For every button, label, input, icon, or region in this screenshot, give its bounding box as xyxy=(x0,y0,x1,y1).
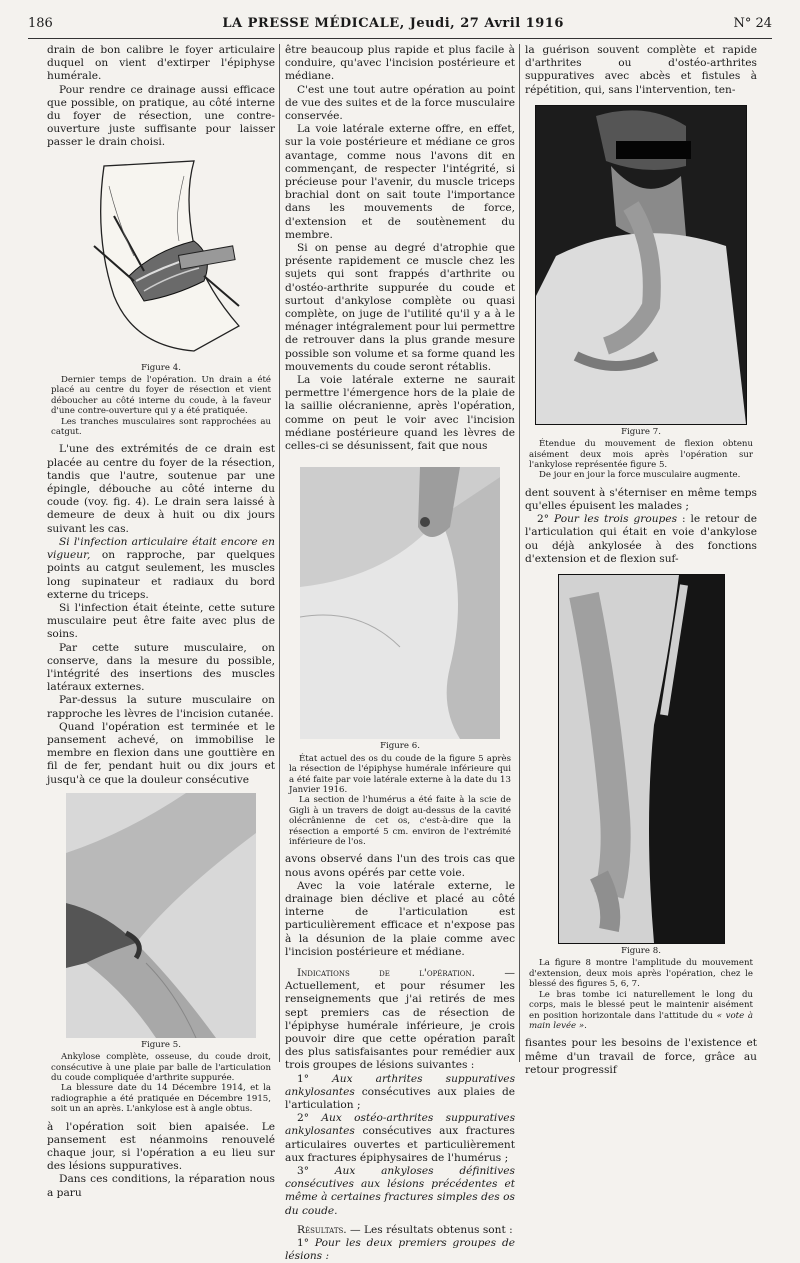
paragraph xyxy=(285,967,515,1073)
paragraph-text: consécutives aux fractures articulaires ouvertes et particulièrement aux fractures épiphysaires de l'humérus ; xyxy=(285,1125,515,1164)
caption-text: La section de l'humérus a été faite à la scie de Gigli à un travers de doigt au-dessus de la cavité olécrânienne de cet os, c'est-à-dire que la résection a emporté 5 cm. environ de l'extrémité inférieure de l'os. xyxy=(289,795,511,847)
list-item xyxy=(285,1073,515,1113)
section-heading: Résultats. xyxy=(297,1223,347,1236)
caption-text: La blessure date du 14 Décembre 1914, et la radiographie a été pratiquée en Décembre 1915, soit un an après. L'ankylose est à angle obtus. xyxy=(51,1083,271,1115)
page-header xyxy=(28,16,772,39)
list-number: 1° xyxy=(297,1237,315,1250)
figure-6-title: Figure 6. xyxy=(380,741,420,752)
italic-text: Si l'infection articulaire était encore en vigueur, xyxy=(47,535,275,562)
caption-segment: Le bras tombe ici naturellement le long du corps, mais le blessé peut le maintenir aisément en position horizontale dans l'attitude du xyxy=(529,989,753,1021)
paragraph-text: — Actuellement, et pour résumer les renseignements que j'ai retirés de mes sept premiers cas de résection de l'épiphyse humérale inférieure, je crois pouvoir dire que cette opération paraît des plus satisfaisantes pour remédier aux trois groupes de lésions suivantes : xyxy=(285,966,515,1072)
list-number: 3° xyxy=(297,1165,335,1178)
figure-7-title: Figure 7. xyxy=(621,426,661,437)
list-item xyxy=(285,1165,515,1218)
figure-5-caption xyxy=(51,1040,271,1115)
surgical-drawing xyxy=(74,156,249,361)
paragraph: drain de bon calibre le foyer articulaire duquel on vient d'extirper l'épiphyse humérale. xyxy=(47,44,275,83)
figure-5-radiograph xyxy=(66,793,256,1038)
page-number: 186 xyxy=(28,16,53,31)
list-number: 1° xyxy=(297,1072,333,1085)
paragraph-text: consécutives aux plaies de l'articulation ; xyxy=(285,1085,515,1112)
figure-7-caption xyxy=(529,427,753,481)
paragraph: Par-dessus la suture musculaire on rapproche les lèvres de l'incision cutanée. xyxy=(47,694,275,720)
list-number: 2° xyxy=(297,1112,322,1125)
caption-text: État actuel des os du coude de la figure 5 après la résection de l'épiphyse humérale inférieure qui a été faite par voie latérale externe à la date du 13 Janvier 1916. xyxy=(289,753,511,795)
paragraph: Dans ces conditions, la réparation nous a paru xyxy=(47,1173,275,1199)
paragraph: Par cette suture musculaire, on conserve, dans la mesure du possible, l'intégrité des insertions des muscles latéraux externes. xyxy=(47,641,275,694)
column-rule xyxy=(279,44,280,1062)
paragraph: La voie latérale externe ne saurait permettre l'émergence hors de la plaie de la saillie olécranienne, après l'opération, comme on peut le voir avec l'incision médiane postérieure quand les lèvres de celles-ci se désunissent, fait que nous xyxy=(285,374,515,453)
caption-text: De jour en jour la force musculaire augmente. xyxy=(539,470,741,481)
paragraph: Pour rendre ce drainage aussi efficace que possible, on pratique, au côté interne du foyer de résection, une contre-ouverture juste suffisante pour laisser passer le drain choisi. xyxy=(47,83,275,149)
column-1 xyxy=(47,44,275,1200)
paragraph: Si l'infection était éteinte, cette suture musculaire peut être faite avec plus de soins. xyxy=(47,601,275,641)
paragraph: L'une des extrémités de ce drain est placée au centre du foyer de la résection, tandis que l'autre, soutenue par une épingle, débouche au côté interne du coude (voy. fig. 4). Le drain sera laissé à demeure de deux à huit ou dix jours suivant les cas. xyxy=(47,443,275,535)
figure-8-title: Figure 8. xyxy=(621,946,661,957)
paragraph: fisantes pour les besoins de l'existence et même d'un travail de force, grâce au retour progressif xyxy=(525,1037,757,1076)
figure-4-title: Figure 4. xyxy=(141,362,181,373)
figure-6-caption xyxy=(289,741,511,847)
list-item xyxy=(525,513,757,566)
paragraph: la guérison souvent complète et rapide d'arthrites ou d'ostéo-arthrites suppuratives avec abcès et fistules à répétition, qui, sans l'intervention, ten- xyxy=(525,44,757,96)
paragraph: Avec la voie latérale externe, le drainage bien déclive et placé au côté interne de l'articulation est particulièrement efficace et n'expose pas à la désunion de la plaie comme avec l'incision postérieure et médiane. xyxy=(285,879,515,958)
paragraph-text: on rapproche, par quelques points au catgut seulement, les muscles long supinateur et radiaux du bord externe du triceps. xyxy=(47,549,275,601)
caption-text xyxy=(529,990,753,1032)
caption-text: Dernier temps de l'opération. Un drain a été placé au centre du foyer de résection et vient déboucher au côté interne du coude, à la faveur d'une contre-ouverture qui y a été pratiquée. xyxy=(51,375,271,417)
photo-drawing xyxy=(536,106,746,424)
paragraph xyxy=(285,1224,515,1237)
paragraph: avons observé dans l'un des trois cas que nous avons opérés par cette voie. xyxy=(285,853,515,879)
paragraph xyxy=(47,536,275,602)
list-item xyxy=(285,1112,515,1165)
issue-number: N° 24 xyxy=(733,16,772,31)
italic-text: Pour les trois groupes xyxy=(554,513,678,526)
paragraph: dent souvent à s'éterniser en même temps qu'elles épuisent les malades ; xyxy=(525,486,757,513)
paragraph: Quand l'opération est terminée et le pansement achevé, on immobilise le membre en flexion dans une gouttière en fil de fer, pendant huit ou dix jours et jusqu'à ce que la douleur consécutive xyxy=(47,720,275,786)
photo-drawing xyxy=(559,575,724,943)
italic-text: « vote à main levée ». xyxy=(529,1010,753,1031)
list-number: 2° xyxy=(537,513,555,526)
column-3 xyxy=(525,44,757,1077)
section-heading: Indications de l'opération. xyxy=(297,966,476,979)
list-item xyxy=(285,1237,515,1263)
paragraph: La voie latérale externe offre, en effet, sur la voie postérieure et médiane ce gros avantage, comme nous l'avons dit en commençant, de respecter l'intégrité, si précieuse pour l'avenir, du muscle triceps brachial dont on sait toute l'importance dans les mouvements de force, d'extension et de soutènement du membre. xyxy=(285,123,515,241)
figure-8-caption xyxy=(529,946,753,1031)
figure-8-photograph xyxy=(558,574,725,944)
paragraph: C'est une tout autre opération au point de vue des suites et de la force musculaire conservée. xyxy=(285,83,515,123)
figure-4-illustration xyxy=(74,156,249,361)
paragraph: à l'opération soit bien apaisée. Le pansement est néanmoins renouvelé chaque jour, si l'opération a eu lieu sur des lésions suppuratives. xyxy=(47,1120,275,1173)
figure-7-photograph xyxy=(535,105,747,425)
xray-drawing xyxy=(66,793,256,1038)
figure-4-caption xyxy=(51,363,271,438)
xray-drawing xyxy=(300,467,500,739)
figure-5-title: Figure 5. xyxy=(141,1039,181,1050)
italic-text: Pour les deux premiers groupes de lésions : xyxy=(285,1237,515,1263)
journal-title: LA PRESSE MÉDICALE, Jeudi, 27 Avril 1916 xyxy=(222,16,564,31)
figure-6-radiograph xyxy=(300,467,500,739)
column-rule xyxy=(519,44,520,1062)
italic-text: Aux arthrites suppuratives ankylosantes xyxy=(285,1072,516,1098)
paragraph: Si on pense au degré d'atrophie que présente rapidement ce muscle chez les sujets qui sont frappés d'arthrite ou d'ostéo-arthrite suppurée du coude et surtout d'ankylose complète ou quasi complète, on juge de l'utilité qu'il y a à le ménager intégralement pour lui permettre de retrouver dans la plus grande mesure possible son volume et sa forme quand les mouvements du coude seront rétablis. xyxy=(285,242,515,373)
paragraph-text: — Les résultats obtenus sont : xyxy=(346,1223,513,1236)
column-2 xyxy=(285,44,515,1263)
paragraph: être beaucoup plus rapide et plus facile à conduire, qu'avec l'incision postérieure et médiane. xyxy=(285,44,515,83)
caption-text: Étendue du mouvement de flexion obtenu aisément deux mois après l'opération sur l'ankylose représentée figure 5. xyxy=(529,439,753,471)
caption-text: La figure 8 montre l'amplitude du mouvement d'extension, deux mois après l'opération, chez le blessé des figures 5, 6, 7. xyxy=(529,958,753,990)
caption-text: Les tranches musculaires sont rapprochées au catgut. xyxy=(51,416,271,438)
caption-text: Ankylose complète, osseuse, du coude droit, consécutive à une plaie par balle de l'articulation du coude compliquée d'arthrite suppurée. xyxy=(51,1052,271,1083)
italic-text: Aux ostéo-arthrites suppuratives ankylosantes xyxy=(285,1112,516,1138)
paragraph-text: : le retour de l'articulation qui était en voie d'ankylose ou déjà ankylosée à des fonctions d'extension et de flexion suf- xyxy=(525,513,758,565)
italic-text: Aux ankyloses définitives consécutives aux lésions précédentes et même à certaines fractures simples des os du coude. xyxy=(285,1165,515,1217)
